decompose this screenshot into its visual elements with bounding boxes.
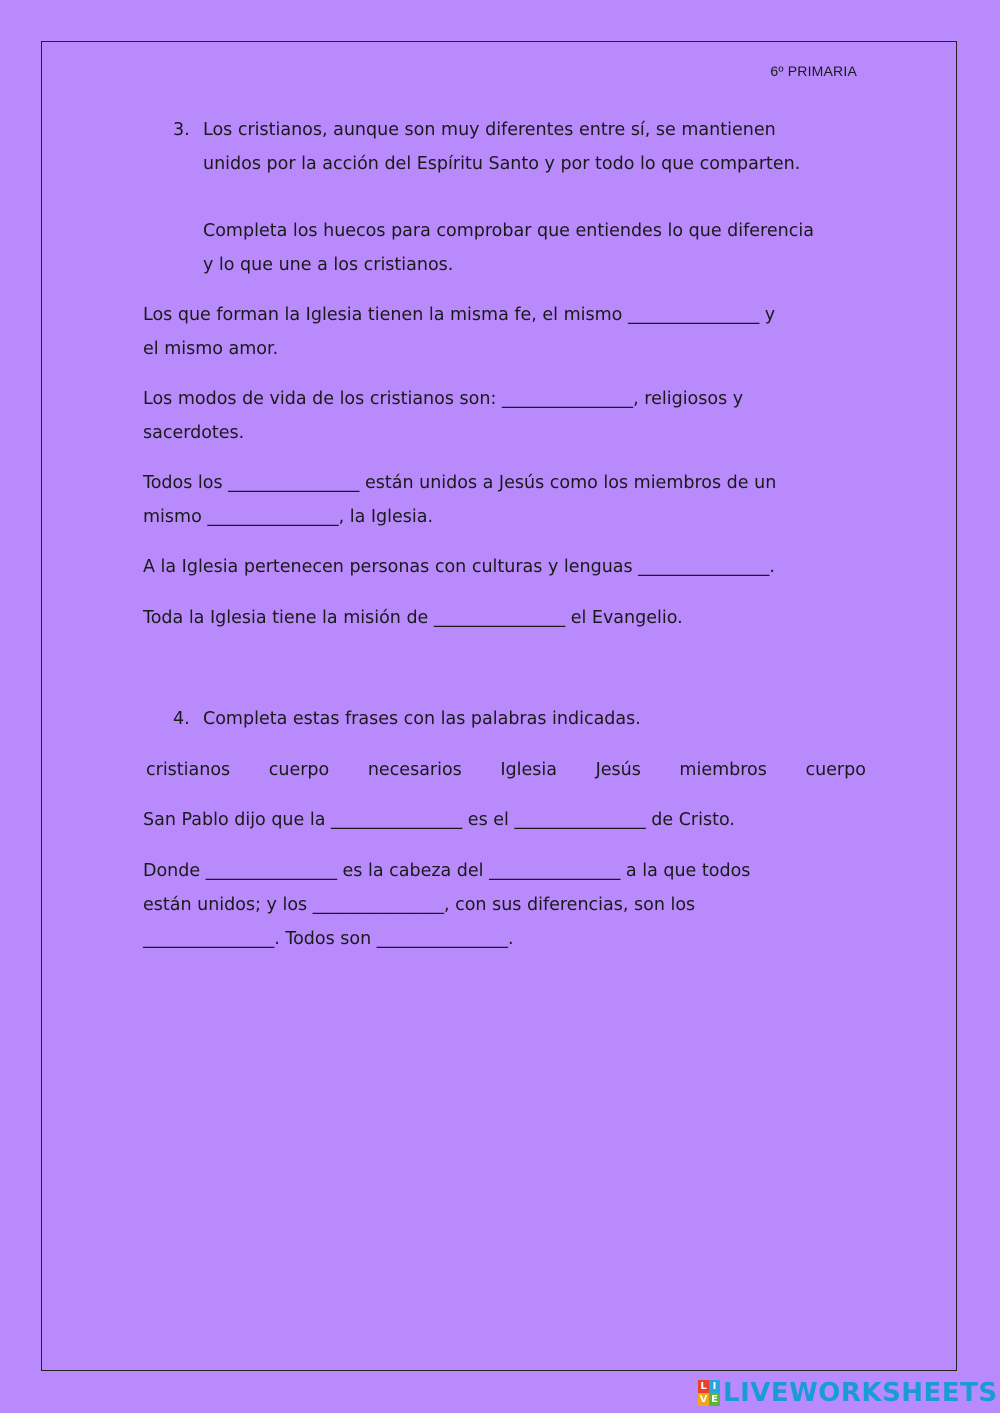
word-bank-item: necesarios [367,760,462,780]
exercise-3-number: 3. [173,120,190,140]
exercise-4-sentence-2-line-3: _______________. Todos son _______________. [143,929,514,949]
exercise-3-sentence-3-line-2: mismo _______________, la Iglesia. [143,507,434,527]
exercise-3-sentence-1-line-1: Los que forman la Iglesia tienen la misma fe, el mismo _______________ y [143,305,776,325]
exercise-4-sentence-2-line-2: están unidos; y los _______________, con sus diferencias, son los [143,895,696,915]
exercise-3-sentence-2-line-1: Los modos de vida de los cristianos son: _______________, religiosos y [143,389,744,409]
exercise-3-sentence-4: A la Iglesia pertenecen personas con culturas y lenguas _______________. [143,557,775,577]
exercise-3-sentence-1-line-2: el mismo amor. [143,339,279,359]
word-bank-item: cuerpo [805,760,866,780]
word-bank-item: cuerpo [268,760,330,780]
exercise-3-instruction-line-2: y lo que une a los cristianos. [203,255,454,275]
exercise-4-sentence-2-line-1: Donde _______________ es la cabeza del _______________ a la que todos [143,861,751,881]
exercise-3-intro-line-2: unidos por la acción del Espíritu Santo y por todo lo que comparten. [203,154,801,174]
exercise-4-sentence-1: San Pablo dijo que la _______________ es el _______________ de Cristo. [143,810,735,830]
exercise-3-instruction-line-1: Completa los huecos para comprobar que entiendes lo que diferencia [203,221,814,241]
word-bank-item: Jesús [595,760,641,780]
word-bank-item: miembros [679,760,767,780]
exercise-3-sentence-2-line-2: sacerdotes. [143,423,245,443]
liveworksheets-logo [698,1378,998,1408]
grade-label: 6º PRIMARIA [770,63,857,79]
exercise-3-intro-line-1: Los cristianos, aunque son muy diferentes entre sí, se mantienen [203,120,776,140]
logo-text: LIVEWORKSHEETS [723,1378,998,1408]
word-bank-item: cristianos [146,760,231,780]
exercise-3-sentence-3-line-1: Todos los _______________ están unidos a Jesús como los miembros de un [143,473,777,493]
exercise-4-number: 4. [173,709,190,729]
exercise-4-instruction: Completa estas frases con las palabras indicadas. [203,709,641,729]
exercise-3-sentence-5: Toda la Iglesia tiene la misión de _______________ el Evangelio. [143,608,683,628]
live-badge-icon: L I V E [698,1380,720,1406]
word-bank [146,753,866,787]
word-bank-item: Iglesia [500,760,557,780]
